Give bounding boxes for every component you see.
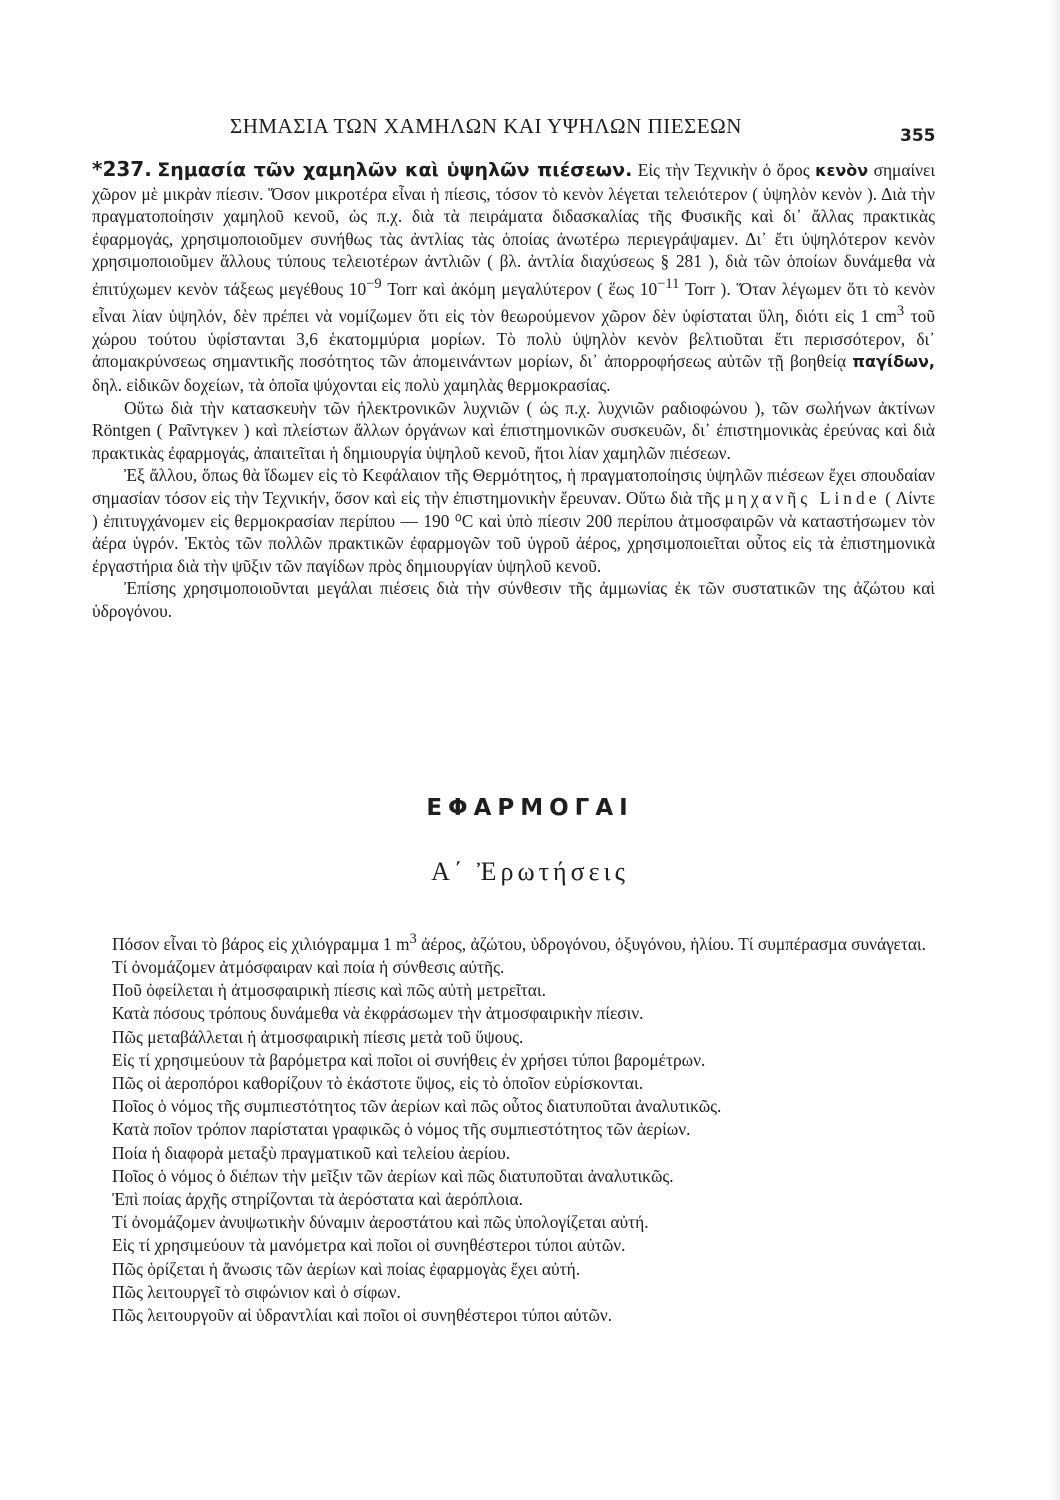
- paragraph-text: Εἰς τὴν Τεχνικὴν ὁ ὅρος: [632, 160, 816, 180]
- term-traps: παγίδων,: [852, 352, 935, 372]
- question-item: Πῶς μεταβάλλεται ἡ ἀτμοσφαιρικὴ πίεσις μετὰ τοῦ ὕψους.: [112, 1026, 524, 1047]
- question-item: Ποία ἡ διαφορὰ μεταξὺ πραγματικοῦ καὶ τελείου ἀερίου.: [112, 1142, 511, 1163]
- paragraph-text: Torr καὶ ἀκόμη μεγαλύτερον ( ἕως 10: [381, 278, 658, 299]
- questions-list: [88, 928, 938, 1327]
- question-item: Πῶς λειτουργοῦν αἱ ὑδραντλίαι καὶ ποῖοι οἱ συνηθέστεροι τύποι αὐτῶν.: [112, 1305, 613, 1326]
- question-item: [88, 928, 938, 956]
- question-item: Ποῦ ὀφείλεται ἡ ἀτμοσφαιρικὴ πίεσις καὶ πῶς αὐτὴ μετρεῖται.: [112, 980, 546, 1001]
- paragraph-text: τοῦ χώρου τούτου ὑφίστανται 3,6 ἑκατομμύρια μορίων. Τὸ πολὺ ὑψηλὸν κενὸν βελτιοῦται ἔτι περισσότερον, δι᾽ ἀπομακρύνσεως σημαντικῆς ποσότητος τῶν ἀπομεινάντων μορίων, δι᾽ ἀπορροφήσεως αὐτῶν τῇ βοηθείᾳ: [92, 306, 935, 372]
- paragraph-text: Torr ). Ὅταν λέγωμεν ὅτι τὸ κενὸν εἶναι λίαν ὑψηλόν, δὲν πρέπει νὰ νομίζωμεν ὅτι εἰς τὸν θεωρούμενον χῶρον δὲν ὑφίσταται ὕλη, διότι εἰς 1 cm: [92, 278, 935, 327]
- question-item: Ποῖος ὁ νόμος τῆς συμπιεστότητος τῶν ἀερίων καὶ πῶς οὗτος διατυποῦται ἀναλυτικῶς.: [112, 1096, 722, 1117]
- exponent: −11: [657, 275, 680, 292]
- question-item: Πῶς οἱ ἀεροπόροι καθορίζουν τὸ ἑκάστοτε ὕψος, εἰς τὸ ὁποῖον εὑρίσκονται.: [112, 1073, 644, 1094]
- question-text: ἀέρος, ἀζώτου, ὑδρογόνου, ὀξυγόνου, ἡλίου. Τί συμπέρασμα συνάγεται.: [416, 933, 926, 954]
- term-linde-machine: μηχανῆς Linde: [724, 487, 881, 508]
- page-number: 355: [900, 126, 936, 146]
- section-title: Σημασία τῶν χαμηλῶν καὶ ὑψηλῶν πιέσεων.: [157, 159, 633, 181]
- running-head: ΣΗΜΑΣΙΑ ΤΩΝ ΧΑΜΗΛΩΝ ΚΑΙ ΥΨΗΛΩΝ ΠΙΕΣΕΩΝ: [230, 114, 742, 138]
- questions-heading: Α΄ Ἐρωτήσεις: [431, 857, 629, 886]
- exponent: −9: [366, 275, 382, 292]
- exponent: 3: [896, 303, 905, 320]
- question-item: Ποῖος ὁ νόμος ὁ διέπων τὴν μεῖξιν τῶν ἀερίων καὶ πῶς διατυποῦται ἀναλυτικῶς.: [112, 1165, 674, 1186]
- paragraph-4: Ἐπίσης χρησιμοποιοῦνται μεγάλαι πιέσεις διὰ τὴν σύνθεσιν τῆς ἀμμωνίας ἐκ τῶν συστατικῶν της ἀζώτου καὶ ὑδρογόνου.: [92, 578, 935, 621]
- question-item: Εἰς τί χρησιμεύουν τὰ βαρόμετρα καὶ ποῖοι οἱ συνήθεις ἐν χρήσει τύποι βαρομέτρων.: [112, 1049, 706, 1070]
- question-text: Πόσον εἶναι τὸ βάρος εἰς χιλιόγραμμα 1 m: [112, 933, 410, 954]
- question-item: Ἐπὶ ποίας ἀρχῆς στηρίζονται τὰ ἀερόστατα καὶ ἀερόπλοια.: [112, 1189, 523, 1210]
- question-item: Κατὰ πόσους τρόπους δυνάμεθα νὰ ἐκφράσωμεν τὴν ἀτμοσφαιρικὴν πίεσιν.: [112, 1003, 644, 1024]
- section-237: [92, 158, 935, 622]
- paragraph-text: ( Λίντε ) ἐπιτυγχάνομεν εἰς θερμοκρασίαν περίπου — 190 ⁰C καὶ ὑπὸ πίεσιν 200 περίπου ἀτμοσφαιρῶν νὰ καταστήσωμεν τὸν ἀέρα ὑγρόν. Ἐκτὸς τῶν πολλῶν πρακτικῶν ἐφαρμογῶν τοῦ ὑγροῦ ἀέρος, χρησιμοποιεῖται οὗτος εἰς τὰ ἐπιστημονικὰ ἐργαστήρια διὰ τὴν ψῦξιν τῶν παγίδων πρὸς δημιουργίαν ὑψηλοῦ κενοῦ.: [92, 487, 935, 576]
- paragraph-text: σημαίνει χῶρον μὲ μικρὰν πίεσιν. Ὅσον μικροτέρα εἶναι ἡ πίεσις, τόσον τὸ κενὸν λέγεται τελειότερον ( ὑψηλὸν κενὸν ). Διὰ τὴν πραγματοποίησιν χαμηλοῦ κενοῦ, ὡς π.χ. διὰ τὰ πειράματα διδασκαλίας τῆς Φυσικῆς καὶ δι᾽ ἄλλας πρακτικὰς ἐφαρμογάς, χρησιμοποιοῦμεν συνήθως τὰς ἀντλίας τὰς ὁποίας ἀνωτέρω περιεγράψαμεν. Δι᾽ ἔτι ὑψηλότερον κενὸν χρησιμοποιοῦμεν ἄλλους τύπους τελειοτέρων ἀντλιῶν ( βλ. ἀντλία διαχύσεως § 281 ), διὰ τῶν ὁποίων δυνάμεθα νὰ ἐπιτύχωμεν κενὸν τάξεως μεγέθους 10: [92, 160, 935, 299]
- page-edge-shadow: [1048, 0, 1060, 1500]
- paragraph-text: δηλ. εἰδικῶν δοχείων, τὰ ὁποῖα ψύχονται εἰς πολὺ χαμηλὰς θερμοκρασίας.: [92, 374, 611, 395]
- paragraph-1: [92, 158, 935, 397]
- section-number: *237.: [92, 157, 152, 181]
- question-item: Πῶς ὁρίζεται ἡ ἄνωσις τῶν ἀερίων καὶ ποίας ἐφαρμογὰς ἔχει αὐτή.: [112, 1258, 581, 1279]
- term-vacuum: κενὸν: [815, 161, 869, 180]
- applications-heading: ΕΦΑΡΜΟΓΑΙ: [426, 795, 634, 821]
- question-item: Τί ὀνομάζομεν ἀνυψωτικὴν δύναμιν ἀεροστάτου καὶ πῶς ὑπολογίζεται αὐτή.: [112, 1212, 649, 1233]
- question-item: Πῶς λειτουργεῖ τὸ σιφώνιον καὶ ὁ σίφων.: [112, 1281, 401, 1302]
- question-item: Κατὰ ποῖον τρόπον παρίσταται γραφικῶς ὁ νόμος τῆς συμπιεστότητος τῶν ἀερίων.: [112, 1119, 691, 1140]
- paragraph-text: Ἐξ ἄλλου, ὅπως θὰ ἴδωμεν εἰς τὸ Κεφάλαιον τῆς Θερμότητος, ἡ πραγματοποίησις ὑψηλῶν πιέσεων ἔχει σπουδαίαν σημασίαν τόσον εἰς τὴν Τεχνικήν, ὅσον καὶ εἰς τὴν ἐπιστημονικὴν ἔρευναν. Οὕτω διὰ τῆς: [92, 465, 935, 508]
- paragraph-3: [92, 464, 935, 577]
- paragraph-2: Οὕτω διὰ τὴν κατασκευὴν τῶν ἠλεκτρονικῶν λυχνιῶν ( ὡς π.χ. λυχνιῶν ραδιοφώνου ), τῶν σωλήνων ἀκτίνων Röntgen ( Ραῖντγκεν ) καὶ πλείστων ἄλλων ὀργάνων καὶ ἐπιστημονικῶν συσκευῶν, δι᾽ ἐπιστημονικὰς ἐρεύνας καὶ διὰ πρακτικὰς ἐφαρμογάς, ἀπαιτεῖται ἡ δημιουργία ὑψηλοῦ κενοῦ, ἤτοι λίαν χαμηλῶν πιέσεων.: [92, 397, 935, 463]
- question-item: Εἰς τί χρησιμεύουν τὰ μανόμετρα καὶ ποῖοι οἱ συνηθέστεροι τύποι αὐτῶν.: [112, 1235, 626, 1256]
- question-item: Τί ὀνομάζομεν ἀτμόσφαιραν καὶ ποία ἡ σύνθεσις αὐτῆς.: [112, 957, 505, 977]
- exponent: 3: [409, 931, 417, 947]
